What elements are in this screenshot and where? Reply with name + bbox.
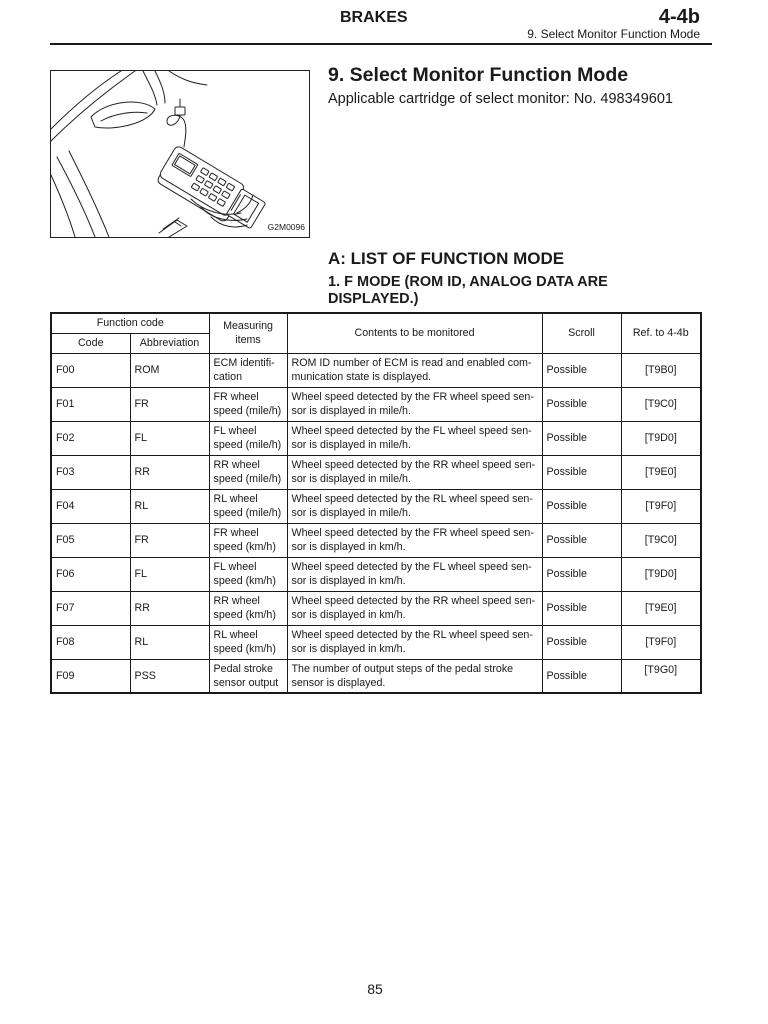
header-code: Code [51, 333, 130, 353]
scroll-cell: Possible [542, 353, 621, 387]
code-cell: F08 [51, 625, 130, 659]
abbreviation-cell: RL [130, 489, 209, 523]
abbreviation-cell: PSS [130, 659, 209, 693]
contents-cell: Wheel speed detected by the FR wheel speed sen- sor is displayed in mile/h. [287, 387, 542, 421]
table-row [51, 387, 701, 421]
table-row [51, 523, 701, 557]
abbreviation-cell: ROM [130, 353, 209, 387]
abbreviation-cell: FL [130, 421, 209, 455]
scroll-cell: Possible [542, 387, 621, 421]
measuring-item-cell: RR wheel speed (km/h) [209, 591, 287, 625]
contents-cell: ROM ID number of ECM is read and enabled com- munication state is displayed. [287, 353, 542, 387]
code-cell: F03 [51, 455, 130, 489]
header-abbreviation: Abbreviation [130, 333, 209, 353]
header-scroll: Scroll [542, 313, 621, 353]
table-row [51, 591, 701, 625]
abbreviation-cell: RR [130, 591, 209, 625]
table-row [51, 659, 701, 693]
header-section-title: BRAKES [340, 9, 408, 26]
ref-cell: [T9G0] [621, 659, 701, 693]
code-cell: F06 [51, 557, 130, 591]
measuring-item-cell: ECM identifi- cation [209, 353, 287, 387]
ref-cell: [T9E0] [621, 455, 701, 489]
diagnosis-connector [159, 218, 187, 237]
section-title: 9. Select Monitor Function Mode [328, 64, 629, 86]
abbreviation-cell: RL [130, 625, 209, 659]
contents-cell: Wheel speed detected by the RR wheel speed sen- sor is displayed in km/h. [287, 591, 542, 625]
scroll-cell: Possible [542, 523, 621, 557]
table-row [51, 353, 701, 387]
ref-cell: [T9B0] [621, 353, 701, 387]
function-mode-table [50, 312, 702, 694]
scroll-cell: Possible [542, 557, 621, 591]
header-measuring-items: Measuring items [209, 313, 287, 353]
header-ref: Ref. to 4-4b [621, 313, 701, 353]
code-cell: F05 [51, 523, 130, 557]
ref-cell: [T9D0] [621, 557, 701, 591]
scroll-cell: Possible [542, 455, 621, 489]
select-monitor-illustration [51, 71, 309, 237]
measuring-item-cell: RR wheel speed (mile/h) [209, 455, 287, 489]
table-row [51, 625, 701, 659]
ref-cell: [T9F0] [621, 625, 701, 659]
contents-cell: Wheel speed detected by the RR wheel speed sen- sor is displayed in mile/h. [287, 455, 542, 489]
abbreviation-cell: FR [130, 387, 209, 421]
scroll-cell: Possible [542, 421, 621, 455]
code-cell: F04 [51, 489, 130, 523]
scroll-cell: Possible [542, 659, 621, 693]
measuring-item-cell: RL wheel speed (mile/h) [209, 489, 287, 523]
code-cell: F09 [51, 659, 130, 693]
code-cell: F01 [51, 387, 130, 421]
ref-cell: [T9E0] [621, 591, 701, 625]
select-monitor-device [155, 145, 267, 236]
header-rule [50, 43, 712, 45]
header-contents: Contents to be monitored [287, 313, 542, 353]
list-heading: A: LIST OF FUNCTION MODE [328, 249, 565, 268]
contents-cell: Wheel speed detected by the RL wheel speed sen- sor is displayed in km/h. [287, 625, 542, 659]
measuring-item-cell: FL wheel speed (km/h) [209, 557, 287, 591]
measuring-item-cell: Pedal stroke sensor output [209, 659, 287, 693]
ref-cell: [T9D0] [621, 421, 701, 455]
page-number: 85 [367, 981, 383, 997]
measuring-item-cell: FL wheel speed (mile/h) [209, 421, 287, 455]
ref-cell: [T9C0] [621, 387, 701, 421]
header-function-code: Function code [51, 313, 209, 333]
contents-cell: Wheel speed detected by the FL wheel speed sen- sor is displayed in mile/h. [287, 421, 542, 455]
code-cell: F00 [51, 353, 130, 387]
header-subtitle: 9. Select Monitor Function Mode [527, 27, 700, 41]
header-page-code: 4-4b [658, 6, 700, 28]
contents-cell: Wheel speed detected by the FR wheel speed sen- sor is displayed in km/h. [287, 523, 542, 557]
contents-cell: The number of output steps of the pedal stroke sensor is displayed. [287, 659, 542, 693]
measuring-item-cell: FR wheel speed (km/h) [209, 523, 287, 557]
abbreviation-cell: FR [130, 523, 209, 557]
code-cell: F07 [51, 591, 130, 625]
code-cell: F02 [51, 421, 130, 455]
select-monitor-figure [50, 70, 310, 238]
scroll-cell: Possible [542, 625, 621, 659]
scroll-cell: Possible [542, 489, 621, 523]
measuring-item-cell: RL wheel speed (km/h) [209, 625, 287, 659]
contents-cell: Wheel speed detected by the FL wheel speed sen- sor is displayed in km/h. [287, 557, 542, 591]
mode-heading: 1. F MODE (ROM ID, ANALOG DATA ARE DISPLAYED.) [328, 274, 608, 307]
table-row [51, 489, 701, 523]
table-row [51, 455, 701, 489]
monitor-cable [167, 99, 186, 147]
ref-cell: [T9C0] [621, 523, 701, 557]
table-row [51, 557, 701, 591]
measuring-item-cell: FR wheel speed (mile/h) [209, 387, 287, 421]
contents-cell: Wheel speed detected by the RL wheel speed sen- sor is displayed in mile/h. [287, 489, 542, 523]
table-header-row [51, 313, 701, 333]
cartridge-note: Applicable cartridge of select monitor: No. 498349601 [328, 91, 673, 107]
scroll-cell: Possible [542, 591, 621, 625]
abbreviation-cell: RR [130, 455, 209, 489]
ref-cell: [T9F0] [621, 489, 701, 523]
figure-label: G2M0096 [267, 222, 305, 232]
table-row [51, 421, 701, 455]
abbreviation-cell: FL [130, 557, 209, 591]
